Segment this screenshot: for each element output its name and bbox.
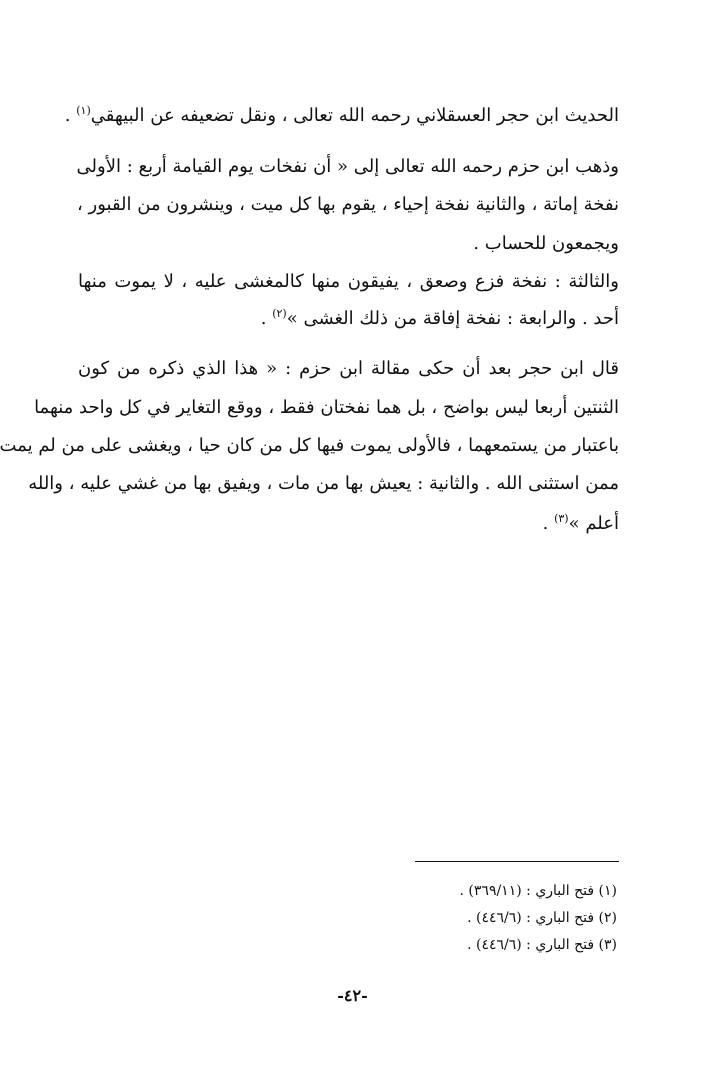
line-text: ممن استثنى الله . والثانية : يعيش بها من مات ، ويفيق بها من غشي عليه ، والله: [28, 473, 619, 494]
line-tail: .: [260, 308, 273, 329]
text-line-4: [78, 232, 619, 256]
footnote-2: (٢) فتح الباري : (٤٤٦/٦) .: [467, 910, 617, 926]
text-line-10: [28, 472, 619, 496]
text-line-7: [78, 357, 619, 381]
line-text: أعلم »: [568, 513, 619, 534]
line-text: نفخة إماتة ، والثانية نفخة إحياء ، يقوم بها كل ميت ، وينشرون من القبور ،: [76, 194, 619, 215]
text-line-9: [0, 434, 619, 458]
text-line-6: [78, 307, 619, 331]
text-line-11: [78, 512, 619, 536]
page-number: -٤٢-: [337, 986, 368, 1005]
line-text: باعتبار من يستمعهما ، فالأولى يموت فيها كل من كان حيا ، ويغشى على من لم يمت: [0, 435, 619, 456]
line-text: والثالثة : نفخة فزع وصعق ، يفيقون منها كالمغشى عليه ، لا يموت منها: [78, 271, 619, 292]
line-text: قال ابن حجر بعد أن حكى مقالة ابن حزم : « هذا الذي ذكره من كون: [78, 358, 620, 379]
footnote-marker-2: (٢): [272, 307, 287, 320]
text-line-5: [78, 270, 619, 294]
footnote-marker-1: (١): [76, 104, 91, 117]
text-line-3: [78, 193, 619, 217]
line-tail: .: [64, 105, 77, 126]
line-text: وذهب ابن حزم رحمه الله تعالى إلى « أن نفخات يوم القيامة أربع : الأولى: [76, 156, 619, 177]
line-text: أحد . والرابعة : نفخة إفاقة من ذلك الغشى »: [286, 308, 619, 329]
line-text: الثنتين أربعا ليس بواضح ، بل هما نفختان فقط ، ووقع التغاير في كل واحد منهما: [34, 397, 619, 418]
line-text: الحديث ابن حجر العسقلاني رحمه الله تعالى ، ونقل تضعيفه عن البيهقي: [90, 105, 619, 126]
line-text: ويجمعون للحساب .: [473, 233, 619, 254]
text-line-1: [64, 104, 619, 128]
footnote-3: (٣) فتح الباري : (٤٤٦/٦) .: [467, 937, 617, 953]
text-line-2: [78, 155, 619, 179]
text-line-8: [34, 396, 619, 420]
line-tail: .: [542, 513, 555, 534]
footnote-1: (١) فتح الباري : (٣٦٩/١١) .: [459, 883, 617, 899]
footnote-marker-3: (٣): [554, 512, 569, 525]
footnote-separator: [415, 861, 619, 862]
